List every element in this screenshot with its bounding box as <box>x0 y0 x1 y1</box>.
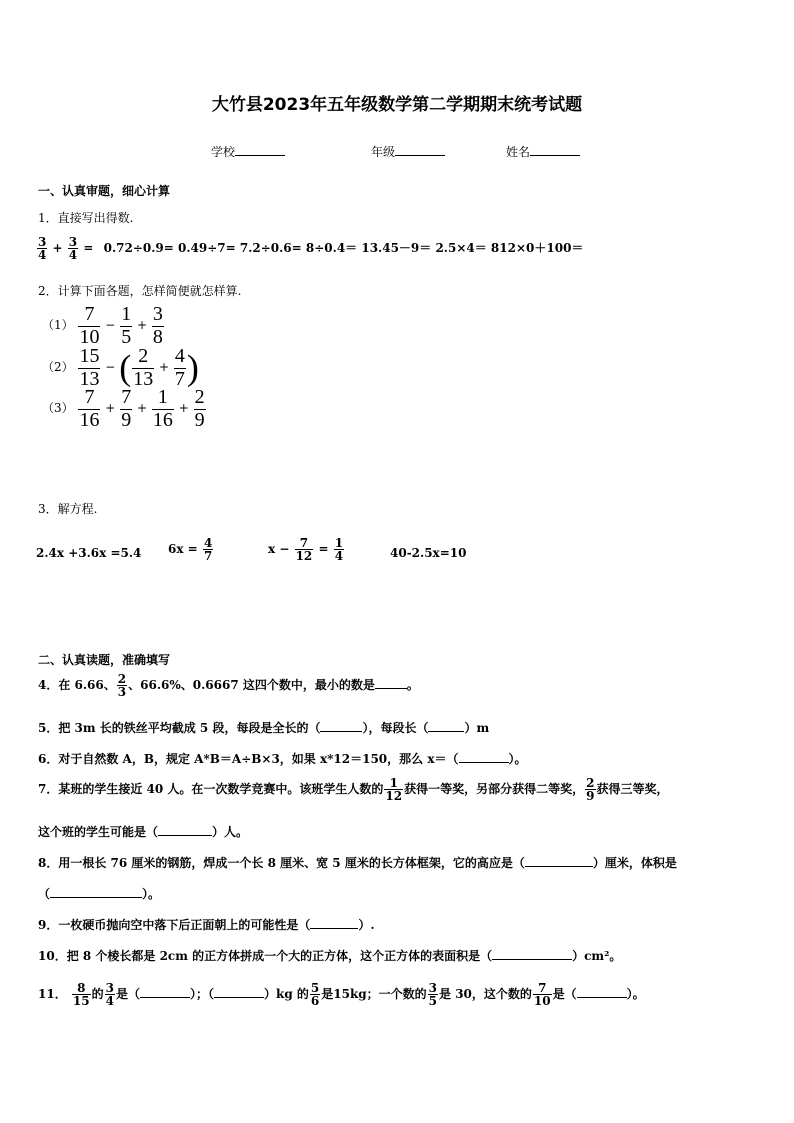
q7-blank[interactable] <box>158 823 212 836</box>
school-blank[interactable] <box>235 143 285 156</box>
q3-eq4: 40-2.5x=10 <box>390 546 467 560</box>
q5-blank-1[interactable] <box>320 719 362 732</box>
q3-eq2: 6x = $\frac{4}{7}$ <box>168 536 213 563</box>
section1-heading: 一、认真审题，细心计算 <box>38 184 171 198</box>
q4: 4．在 6.66、 $\frac{2}{3}$ 、66.6%、0.6667 这四个数中，最小的数是 。 <box>38 672 419 699</box>
q3-label: 3．解方程. <box>38 502 98 516</box>
q7: 7．某班的学生接近 40 人。在一次数学竞赛中。该班学生人数的 $\frac{1}{12}$ 获得一等奖，另部分获得二等奖， $\frac{2}{9}$ 获得三等奖， <box>38 776 669 803</box>
q3-eq1: 2.4x +3.6x =5.4 <box>36 546 142 560</box>
q2-part1: （1） $\frac{7}{10}$ − $\frac{1}{5}$ + $\frac{3}{8}$ <box>42 303 163 348</box>
q10-blank[interactable] <box>492 947 572 960</box>
page-title: 大竹县2023年五年级数学第二学期期末统考试题 <box>211 95 583 115</box>
grade-label: 年级 <box>371 145 396 159</box>
name-label: 姓名 <box>506 145 531 159</box>
q1-label: 1．直接写出得数. <box>38 211 134 225</box>
fraction: $\frac{3}{4}$ <box>68 235 78 262</box>
q2-part3: （3） $\frac{7}{16}$ + $\frac{7}{9}$ + $\frac{1}{16}$ + $\frac{2}{9}$ <box>42 386 205 431</box>
q10: 10．把 8 个棱长都是 2cm 的正方体拼成一个大的正方体，这个正方体的表面积是（ ）cm²。 <box>38 949 622 963</box>
q11-blank-2[interactable] <box>214 985 264 998</box>
q5-blank-2[interactable] <box>428 719 464 732</box>
q8-line2: （ ）。 <box>38 887 161 901</box>
q1-row: $\frac{3}{4}$ + $\frac{3}{4}$ = 0.72÷0.9= 0.49÷7= 7.2÷0.6= 8÷0.4＝ 13.45－9＝ 2.5×4＝ 812×0＋100＝ <box>38 235 584 262</box>
q8-blank-1[interactable] <box>525 854 593 867</box>
q3-eq3: x − $\frac{7}{12}$ = $\frac{1}{4}$ <box>268 536 344 563</box>
q2-part2: （2） $\frac{15}{13}$ − ( $\frac{2}{13}$ + $\frac{4}{7}$ ) <box>42 345 199 390</box>
school-field <box>211 143 285 160</box>
q11: 11． $\frac{8}{15}$ 的 $\frac{3}{4}$ 是（ ）；（ ）kg 的 $\frac{5}{6}$ 是15kg；一个数的 $\frac{3}{5}$ 是 30，这个数的 $\frac{7}{10}$ 是（ ）。 <box>38 981 645 1008</box>
grade-field <box>371 143 445 160</box>
section2-heading: 二、认真读题，准确填写 <box>38 653 171 667</box>
name-blank[interactable] <box>530 143 580 156</box>
q2-label: 2．计算下面各题，怎样简便就怎样算. <box>38 284 242 298</box>
q9: 9．一枚硬币抛向空中落下后正面朝上的可能性是（ ）. <box>38 918 375 932</box>
q8-blank-2[interactable] <box>50 885 142 898</box>
q5: 5．把 3m 长的铁丝平均截成 5 段，每段是全长的（ ），每段长（ ）m <box>38 721 490 735</box>
q4-blank[interactable] <box>375 676 407 689</box>
school-label: 学校 <box>211 145 236 159</box>
grade-blank[interactable] <box>395 143 445 156</box>
q11-blank-3[interactable] <box>577 985 627 998</box>
q6-blank[interactable] <box>459 750 509 763</box>
q8: 8．用一根长 76 厘米的钢筋，焊成一个长 8 厘米、宽 5 厘米的长方体框架，它的高应是（ ）厘米，体积是 <box>38 856 677 870</box>
q1-expressions: 0.72÷0.9= 0.49÷7= 7.2÷0.6= 8÷0.4＝ 13.45－9＝ 2.5×4＝ 812×0＋100＝ <box>103 241 584 255</box>
q9-blank[interactable] <box>310 916 358 929</box>
name-field <box>506 143 580 160</box>
q11-blank-1[interactable] <box>140 985 190 998</box>
q6: 6．对于自然数 A，B，规定 A*B＝A÷B×3，如果 x*12＝150，那么 x＝（ ）。 <box>38 752 527 766</box>
q7-line2: 这个班的学生可能是（ ）人。 <box>38 825 249 839</box>
fraction: $\frac{3}{4}$ <box>38 235 47 262</box>
